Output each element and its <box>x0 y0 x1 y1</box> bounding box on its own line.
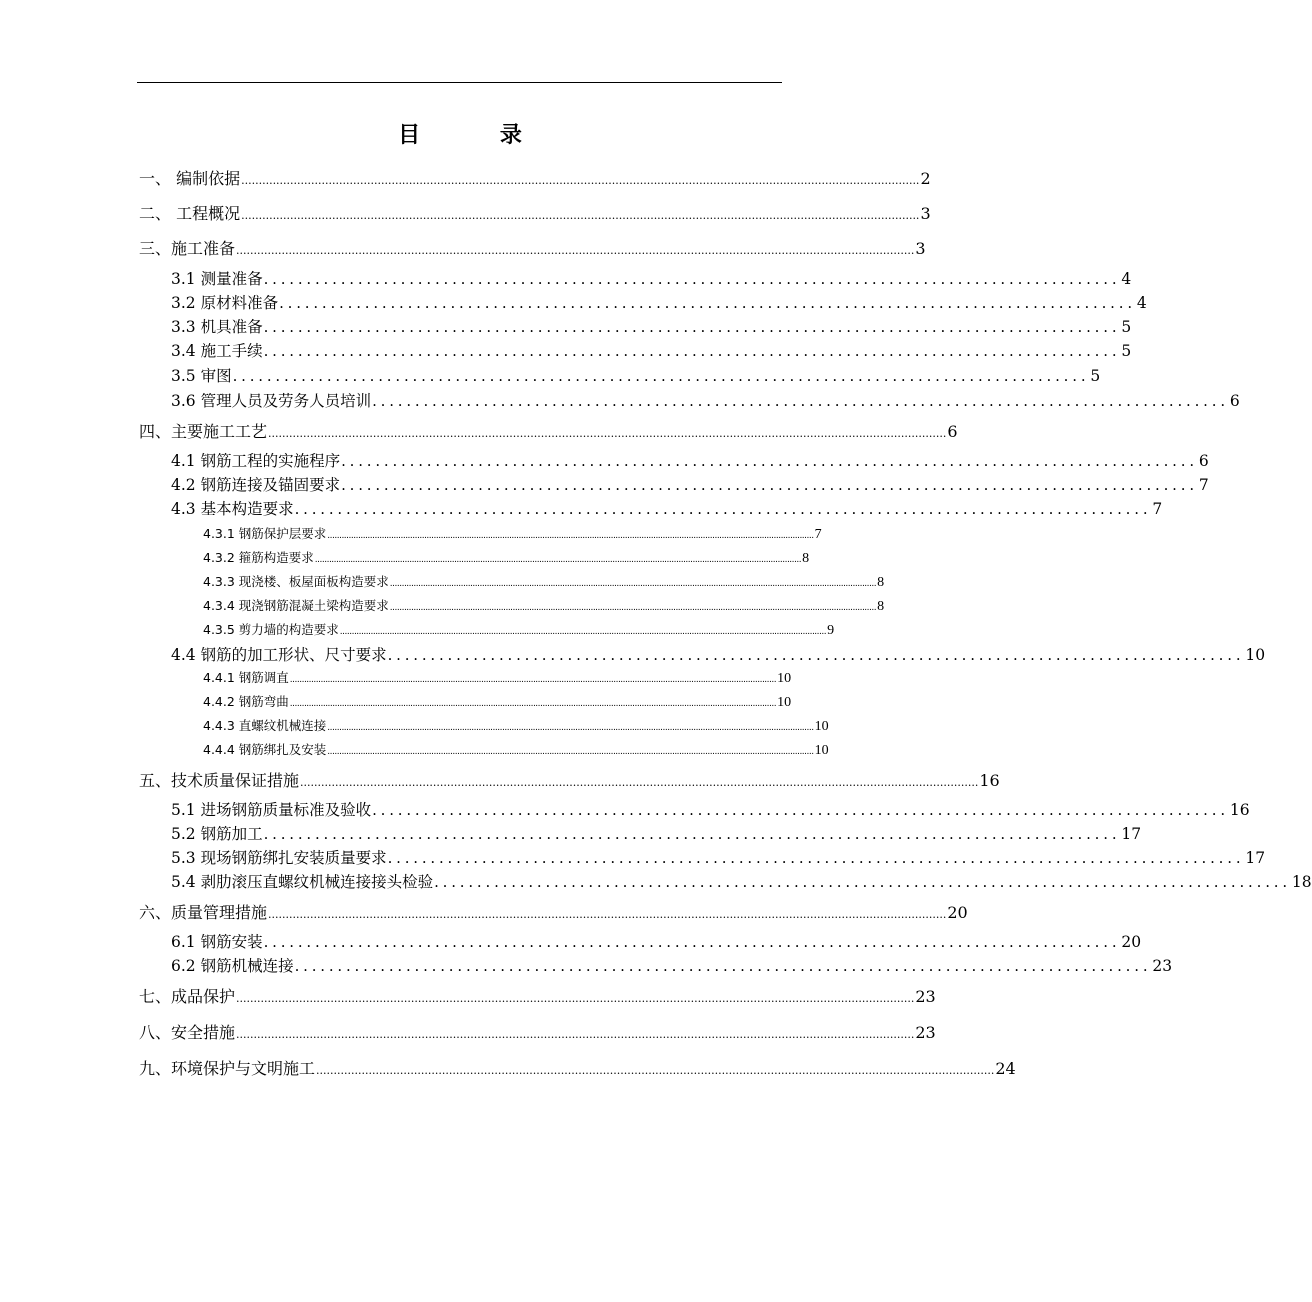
toc-entry-title: 4.4.2 钢筋弯曲 <box>203 694 289 709</box>
toc-leader-dots: .................................................................................................... <box>387 646 1245 664</box>
toc-page-number: 23 <box>915 987 936 1006</box>
toc-entry[interactable] <box>171 956 1173 977</box>
toc-entry[interactable] <box>171 848 1266 869</box>
toc-leader-dots: .................................................................................................................................................................................................. <box>236 992 915 1005</box>
toc-entry-title: 6.2 钢筋机械连接 <box>171 957 294 975</box>
toc-leader-dots: .................................................................................................... <box>341 476 1198 494</box>
toc-entry-title: 4.1 钢筋工程的实施程序 <box>171 452 341 470</box>
toc-leader-dots: .............................................................................................................................................................................................................. <box>289 699 777 709</box>
toc-page-number: 9 <box>827 623 835 638</box>
toc-entry-title: 四、主要施工工艺 <box>139 422 268 441</box>
toc-entry-title: 3.3 机具准备 <box>171 318 263 336</box>
toc-entry[interactable] <box>203 717 829 735</box>
toc-page-number: 17 <box>1121 825 1142 843</box>
toc-entry[interactable] <box>203 525 822 543</box>
toc-entry[interactable] <box>171 499 1163 520</box>
toc-entry[interactable] <box>171 341 1132 362</box>
toc-leader-dots: .................................................................................................... <box>279 294 1136 312</box>
toc-page-number: 4 <box>1136 294 1147 312</box>
toc-page-number: 10 <box>814 719 829 734</box>
toc-entry-title: 3.6 管理人员及劳务人员培训 <box>171 392 372 410</box>
toc-leader-dots: .................................................................................................... <box>232 367 1090 385</box>
toc-page-number: 7 <box>1198 476 1209 494</box>
toc-entry[interactable] <box>171 800 1250 821</box>
toc-leader-dots: .................................................................................................... <box>263 825 1121 843</box>
toc-entry-title: 3.1 测量准备 <box>171 270 263 288</box>
toc-entry-title: 七、成品保护 <box>139 987 236 1006</box>
toc-entry[interactable] <box>171 475 1209 496</box>
toc-entry[interactable] <box>139 421 958 443</box>
toc-page-number: 10 <box>777 695 792 710</box>
toc-entry[interactable] <box>139 902 968 924</box>
toc-entry[interactable] <box>203 693 792 711</box>
toc-entry[interactable] <box>139 238 926 260</box>
toc-leader-dots: .................................................................................................... <box>263 318 1121 336</box>
toc-leader-dots: .................................................................................................... <box>372 801 1229 819</box>
toc-leader-dots: .............................................................................................................................................................................................................. <box>339 627 827 637</box>
toc-entry-title: 5.1 进场钢筋质量标准及验收 <box>171 801 372 819</box>
toc-entry-title: 五、技术质量保证措施 <box>139 771 300 790</box>
toc-leader-dots: .................................................................................................................................................................................................. <box>268 427 947 440</box>
toc-entry-title: 5.3 现场钢筋绑扎安装质量要求 <box>171 849 387 867</box>
toc-page-number: 2 <box>920 169 931 188</box>
toc-entry-title: 4.4.4 钢筋绑扎及安装 <box>203 742 327 757</box>
toc-entry-title: 4.3.4 现浇钢筋混凝土梁构造要求 <box>203 598 389 613</box>
toc-entry-title: 3.4 施工手续 <box>171 342 263 360</box>
toc-entry-title: 5.2 钢筋加工 <box>171 825 263 843</box>
toc-entry-title: 4.3.2 箍筋构造要求 <box>203 550 314 565</box>
toc-entry-title: 4.3.5 剪力墙的构造要求 <box>203 622 339 637</box>
toc-entry[interactable] <box>203 621 835 639</box>
toc-entry[interactable] <box>203 669 792 687</box>
toc-entry-title: 4.3.1 钢筋保护层要求 <box>203 526 327 541</box>
toc-entry[interactable] <box>203 741 829 759</box>
toc-page-number: 16 <box>1229 801 1250 819</box>
toc-entry-title: 4.4 钢筋的加工形状、尺寸要求 <box>171 646 387 664</box>
toc-page-number: 5 <box>1121 342 1132 360</box>
toc-leader-dots: .................................................................................................... <box>387 849 1245 867</box>
toc-leader-dots: .................................................................................................... <box>372 392 1229 410</box>
toc-leader-dots: .............................................................................................................................................................................................................. <box>327 747 814 757</box>
toc-leader-dots: .............................................................................................................................................................................................................. <box>389 603 877 613</box>
page-title: 目 录 <box>398 122 558 148</box>
toc-entry-title: 4.3 基本构造要求 <box>171 500 294 518</box>
toc-leader-dots: .............................................................................................................................................................................................................. <box>314 555 802 565</box>
toc-entry[interactable] <box>171 932 1142 953</box>
toc-entry[interactable] <box>139 168 931 190</box>
toc-page-number: 7 <box>1152 500 1163 518</box>
toc-page-number: 20 <box>947 903 968 922</box>
toc-entry[interactable] <box>139 1022 936 1044</box>
toc-page-number: 18 <box>1291 873 1312 891</box>
toc-entry[interactable] <box>139 1058 1016 1080</box>
toc-page-number: 4 <box>1121 270 1132 288</box>
toc-entry[interactable] <box>203 597 885 615</box>
toc-entry[interactable] <box>171 366 1101 387</box>
toc-entry[interactable] <box>171 269 1132 290</box>
toc-entry[interactable] <box>171 293 1147 314</box>
toc-entry[interactable] <box>139 203 931 225</box>
toc-leader-dots: .................................................................................................... <box>434 873 1291 891</box>
toc-page-number: 3 <box>915 239 926 258</box>
toc-page-number: 7 <box>814 527 822 542</box>
toc-entry[interactable] <box>171 451 1209 472</box>
toc-page-number: 23 <box>915 1023 936 1042</box>
toc-leader-dots: .................................................................................................... <box>294 957 1152 975</box>
toc-entry-title: 4.4.3 直螺纹机械连接 <box>203 718 327 733</box>
toc-leader-dots: .................................................................................................................................................................................................. <box>241 174 920 187</box>
toc-entry-title: 4.3.3 现浇楼、板屋面板构造要求 <box>203 574 389 589</box>
toc-page-number: 10 <box>1245 646 1266 664</box>
toc-leader-dots: .................................................................................................... <box>263 933 1121 951</box>
toc-entry-title: 八、安全措施 <box>139 1023 236 1042</box>
toc-page-number: 6 <box>1198 452 1209 470</box>
toc-leader-dots: .............................................................................................................................................................................................................. <box>327 723 814 733</box>
toc-page-number: 8 <box>877 575 885 590</box>
toc-entry[interactable] <box>139 770 1000 792</box>
toc-entry-title: 三、施工准备 <box>139 239 236 258</box>
toc-page-number: 8 <box>802 551 810 566</box>
toc-entry-title: 3.5 审图 <box>171 367 232 385</box>
toc-page-number: 6 <box>947 422 958 441</box>
toc-leader-dots: .................................................................................................................................................................................................. <box>236 244 915 257</box>
toc-page-number: 17 <box>1245 849 1266 867</box>
toc-entry[interactable] <box>171 317 1132 338</box>
toc-entry[interactable] <box>171 872 1312 893</box>
toc-leader-dots: .................................................................................................... <box>341 452 1198 470</box>
toc-leader-dots: .................................................................................................... <box>294 500 1152 518</box>
toc-leader-dots: .................................................................................................................................................................................................. <box>236 1028 915 1041</box>
toc-entry-title: 5.4 剥肋滚压直螺纹机械连接接头检验 <box>171 873 434 891</box>
toc-leader-dots: .................................................................................................... <box>263 270 1121 288</box>
toc-page-number: 24 <box>995 1059 1016 1078</box>
toc-leader-dots: .............................................................................................................................................................................................................. <box>289 675 777 685</box>
toc-entry-title: 一、 编制依据 <box>139 169 241 188</box>
toc-page-number: 8 <box>877 599 885 614</box>
toc-leader-dots: .................................................................................................................................................................................................. <box>268 908 947 921</box>
toc-entry[interactable] <box>203 573 885 591</box>
toc-entry[interactable] <box>203 549 810 567</box>
toc-page-number: 16 <box>979 771 1000 790</box>
toc-entry-title: 九、环境保护与文明施工 <box>139 1059 316 1078</box>
toc-entry-title: 六、质量管理措施 <box>139 903 268 922</box>
toc-entry[interactable] <box>171 391 1240 412</box>
toc-entry-title: 二、 工程概况 <box>139 204 241 223</box>
toc-leader-dots: .............................................................................................................................................................................................................. <box>389 579 877 589</box>
toc-leader-dots: .............................................................................................................................................................................................................. <box>327 531 814 541</box>
toc-page-number: 5 <box>1121 318 1132 336</box>
toc-leader-dots: .................................................................................................................................................................................................. <box>300 776 979 789</box>
toc-page-number: 6 <box>1229 392 1240 410</box>
toc-page-number: 20 <box>1121 933 1142 951</box>
toc-entry-title: 4.4.1 钢筋调直 <box>203 670 289 685</box>
toc-entry-title: 4.2 钢筋连接及锚固要求 <box>171 476 341 494</box>
toc-entry[interactable] <box>171 824 1142 845</box>
toc-entry[interactable] <box>171 645 1266 666</box>
toc-page-number: 3 <box>920 204 931 223</box>
toc-leader-dots: .................................................................................................................................................................................................. <box>316 1064 995 1077</box>
toc-page-number: 10 <box>814 743 829 758</box>
toc-entry[interactable] <box>139 986 936 1008</box>
toc-leader-dots: .................................................................................................................................................................................................. <box>241 209 920 222</box>
toc-entry-title: 6.1 钢筋安装 <box>171 933 263 951</box>
toc-page-number: 23 <box>1152 957 1173 975</box>
toc-entry-title: 3.2 原材料准备 <box>171 294 279 312</box>
toc-page-number: 5 <box>1090 367 1101 385</box>
toc-leader-dots: .................................................................................................... <box>263 342 1121 360</box>
toc-page-number: 10 <box>777 671 792 686</box>
